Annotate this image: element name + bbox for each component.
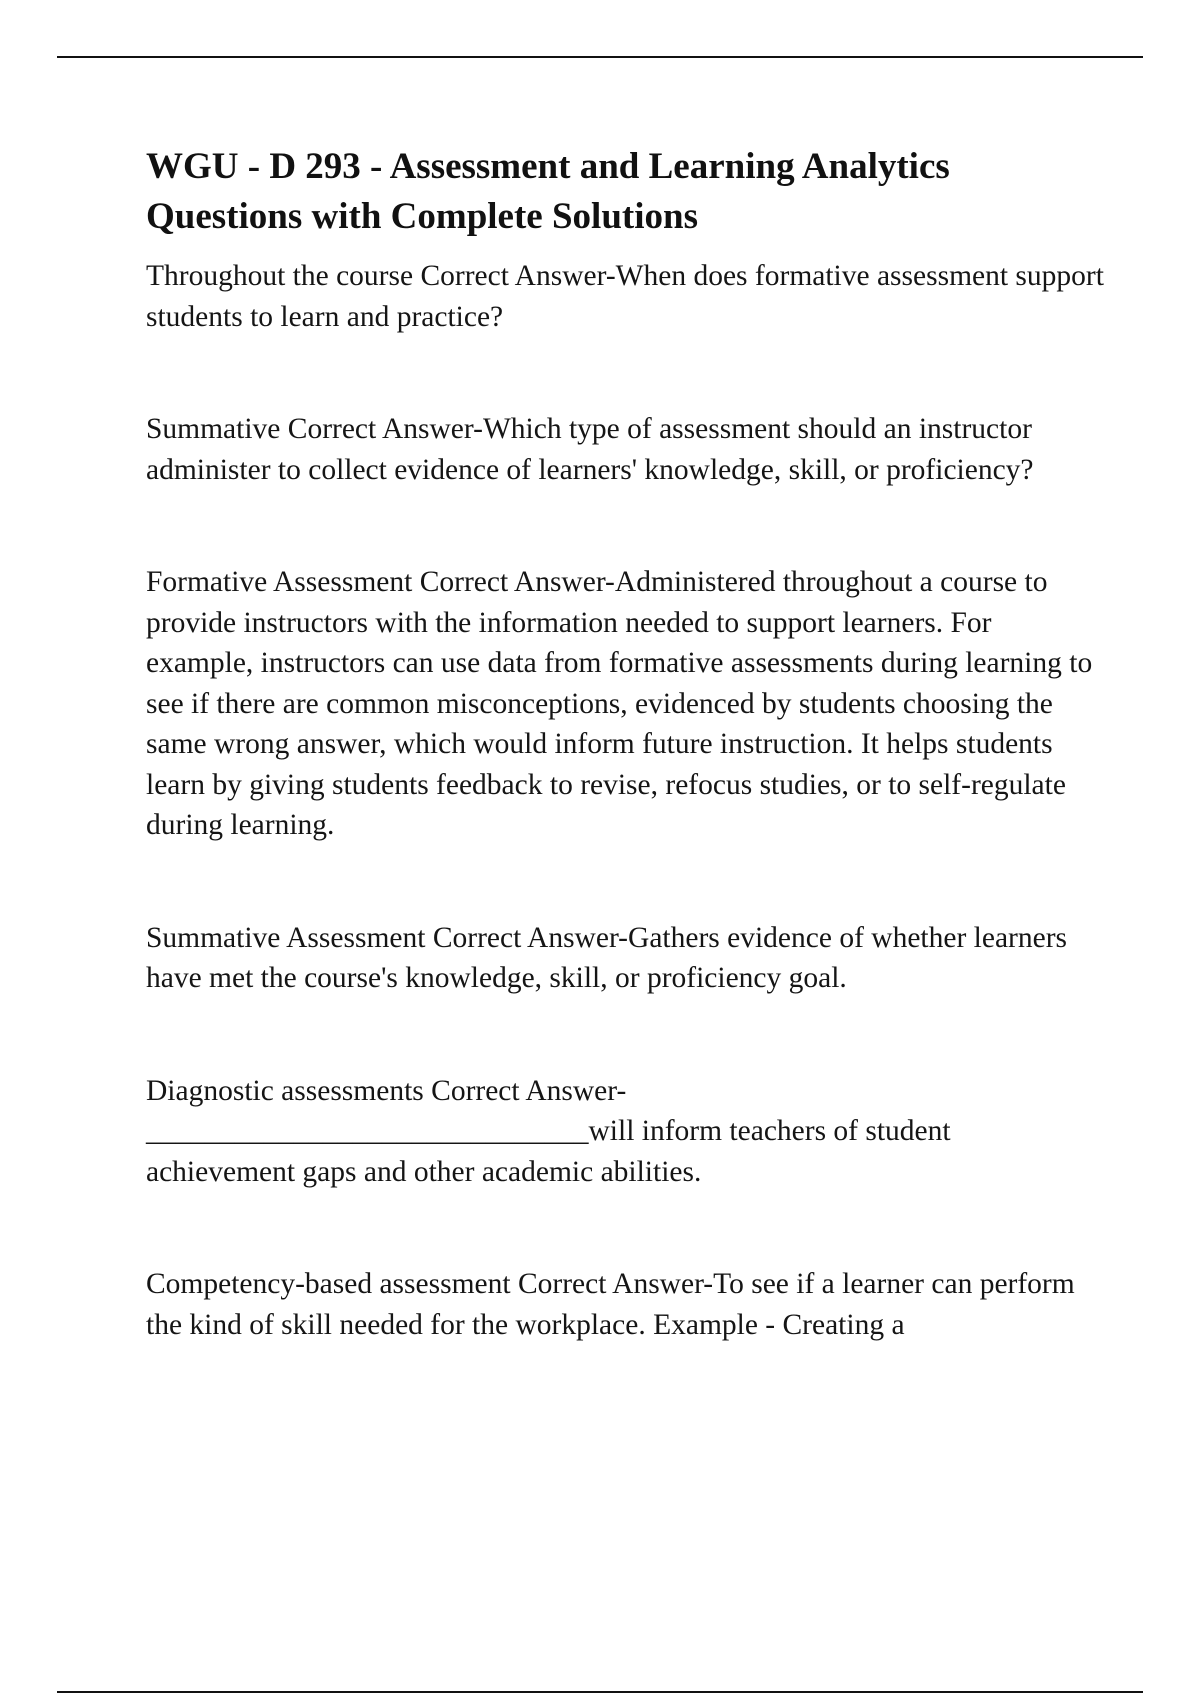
qa-text: Administered throughout a course to provide instructors with the information needed to support learners. For example, instructors can use data from formative assessments during learning to see if there are common misconceptions, evidenced by students choosing the same wrong answer, which would inform future instruction. It helps students learn by giving students feedback to revise, refocus studies, or to self-regulate during learning. — [146, 566, 1093, 841]
qa-item — [146, 409, 1106, 490]
qa-term: Formative Assessment — [146, 566, 413, 598]
qa-item — [146, 562, 1106, 846]
qa-answer-marker: Correct Answer- — [280, 413, 483, 445]
header-rule — [57, 56, 1143, 58]
qa-item — [146, 1264, 1106, 1345]
qa-text: Gathers evidence of whether learners have met the course's knowledge, skill, or proficiency goal. — [146, 921, 1068, 994]
qa-term: Summative — [146, 413, 281, 445]
qa-term: Summative Assessment — [146, 921, 426, 954]
qa-term: Competency-based assessment — [146, 1268, 511, 1300]
qa-text: When does formative assessment support students to learn and practice? — [146, 260, 1104, 333]
qa-list — [146, 256, 1106, 1345]
qa-text: Which type of assessment should an instructor administer to collect evidence of learners' knowledge, skill, or proficiency? — [146, 413, 1034, 486]
qa-item — [146, 918, 1106, 999]
qa-answer-marker: Correct Answer- — [412, 566, 615, 598]
qa-term: Diagnostic assessments — [146, 1074, 424, 1107]
qa-text: To see if a learner can perform the kind of skill needed for the workplace. Example - Creating a — [146, 1268, 1075, 1341]
qa-item — [146, 256, 1106, 337]
qa-item — [146, 1071, 1106, 1193]
qa-answer-marker: Correct Answer- — [423, 1074, 627, 1107]
qa-text: ______________________________will inform teachers of student achievement gaps and other academic abilities. — [146, 1115, 951, 1188]
document-title: WGU - D 293 - Assessment and Learning Analytics Questions with Complete Solutions — [146, 146, 950, 237]
qa-answer-marker: Correct Answer- — [413, 260, 616, 292]
qa-answer-marker: Correct Answer- — [425, 921, 629, 954]
document-page — [146, 142, 1106, 1345]
footer-rule — [57, 1691, 1143, 1693]
qa-term: Throughout the course — [146, 260, 414, 292]
qa-answer-marker: Correct Answer- — [510, 1268, 714, 1300]
